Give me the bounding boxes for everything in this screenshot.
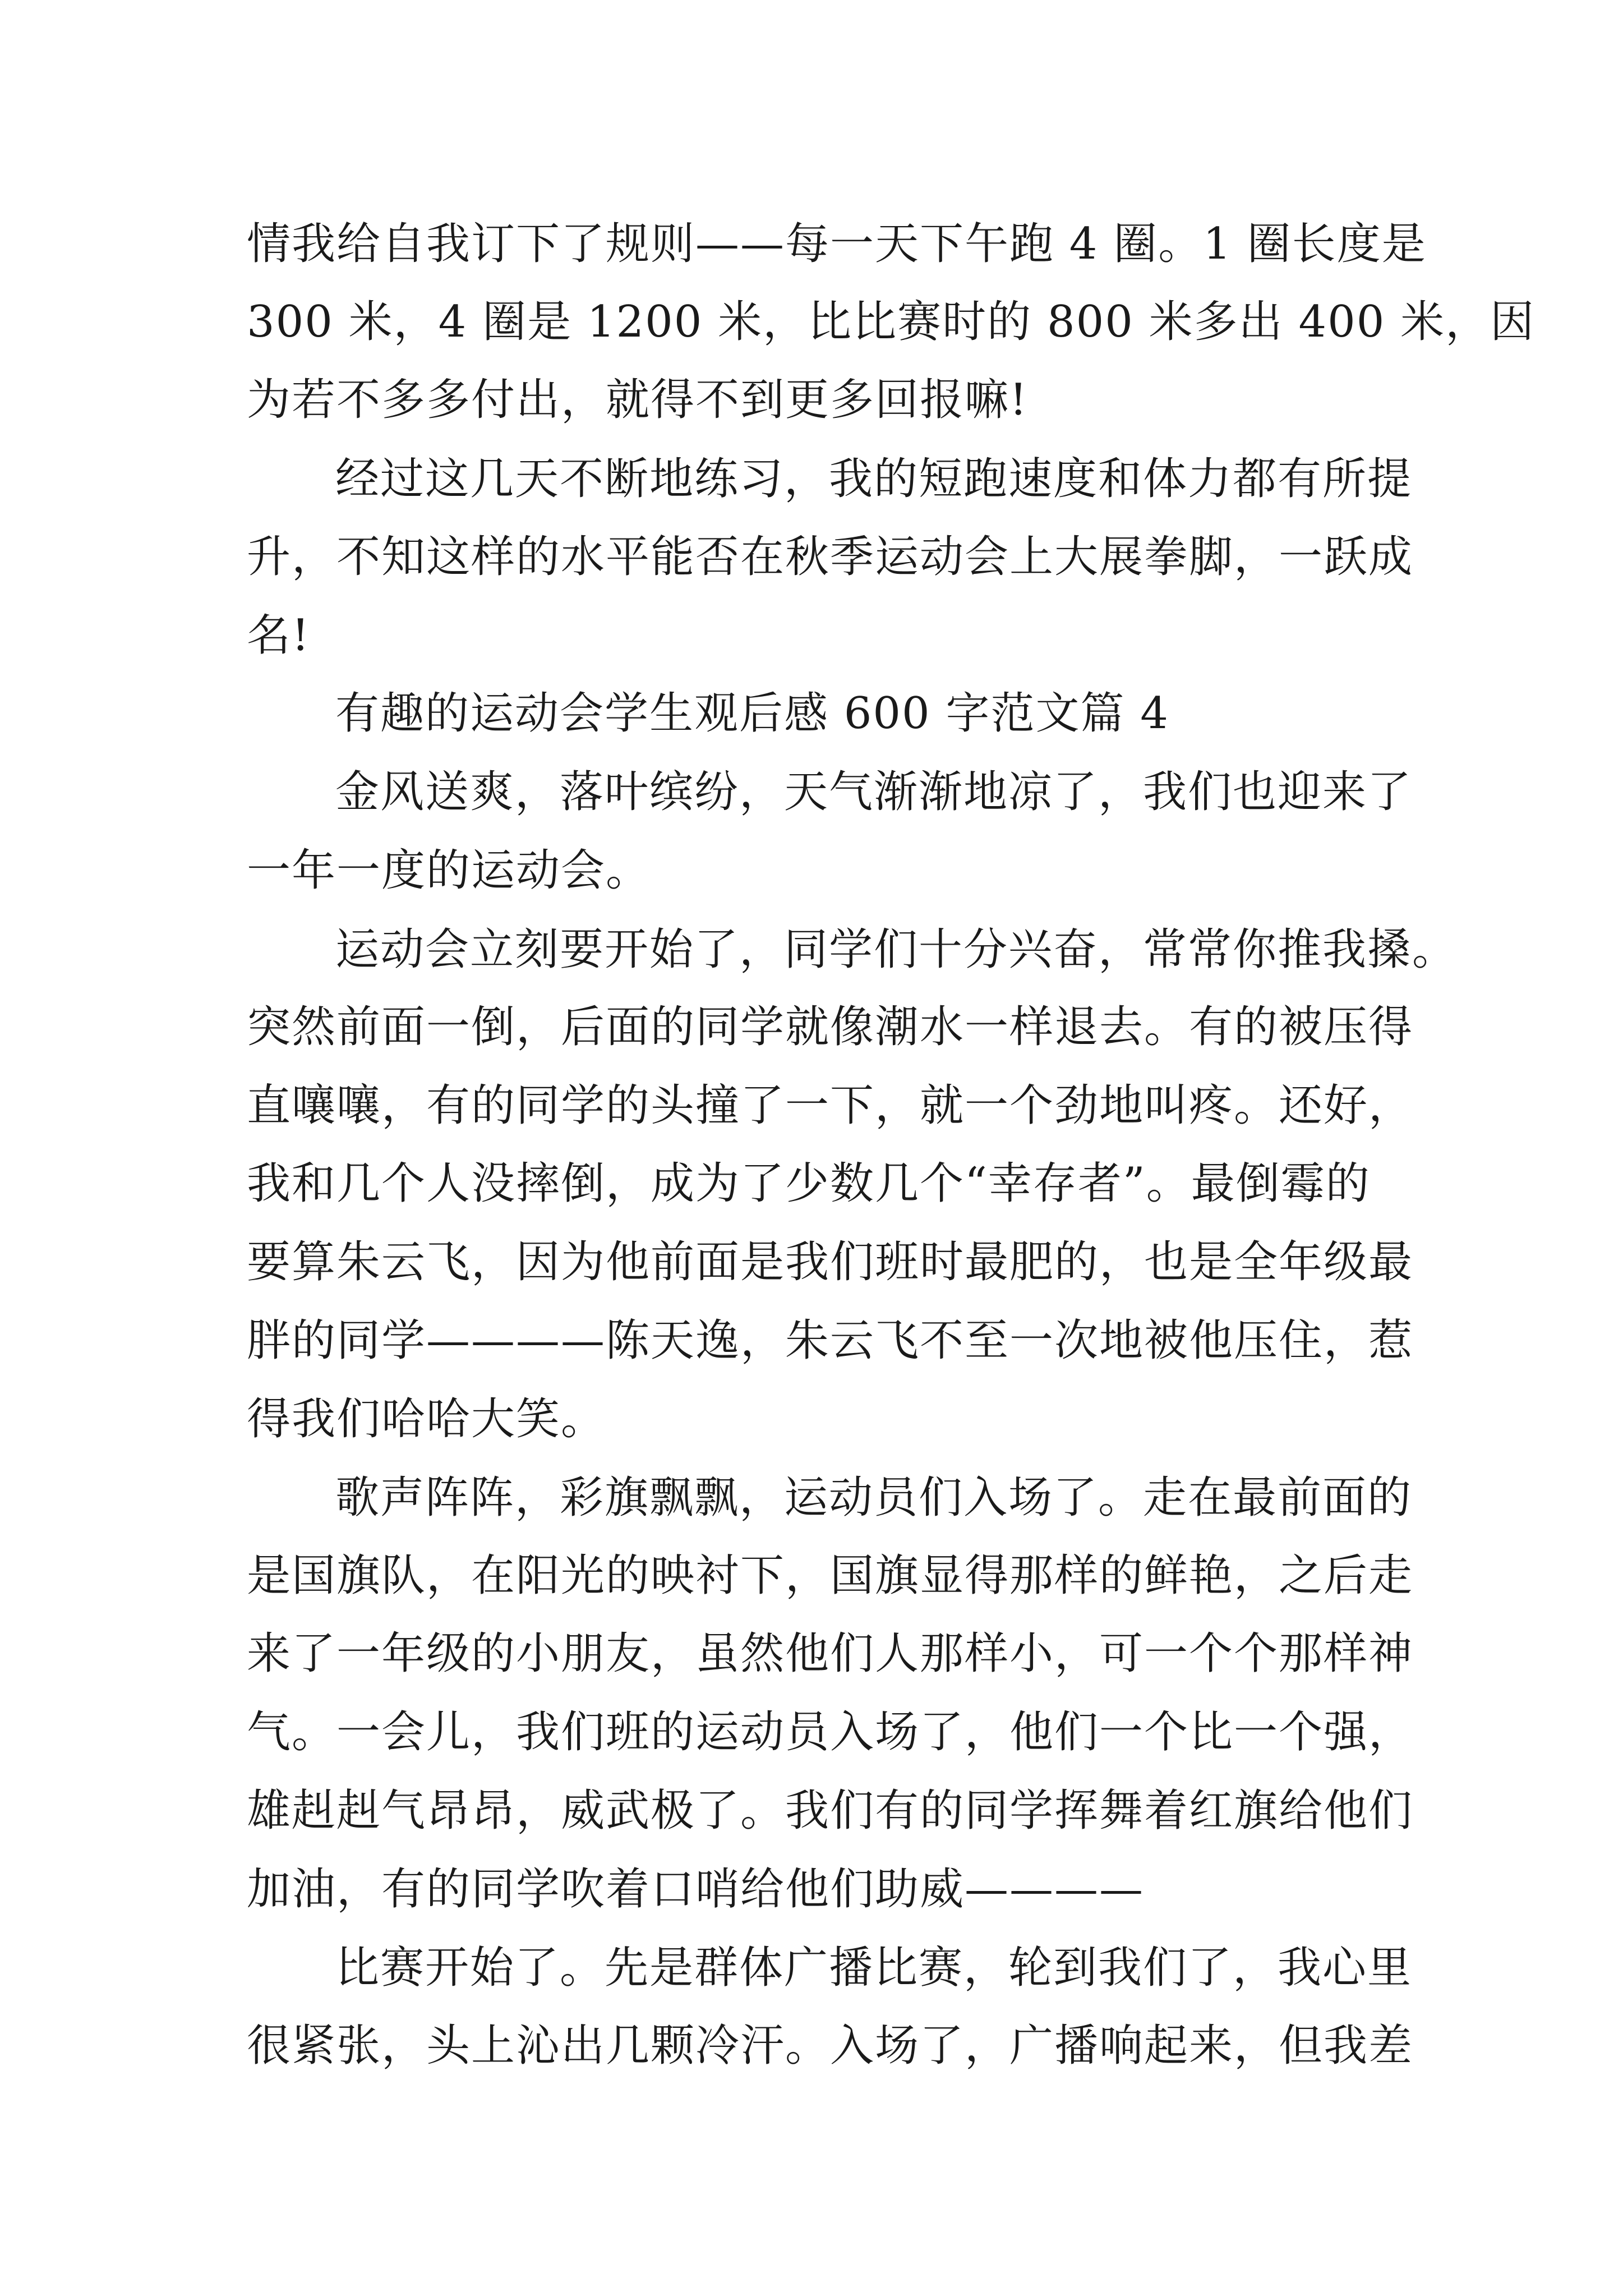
text-line: 很紧张，头上沁出几颗冷汗。入场了，广播响起来，但我差 bbox=[247, 2021, 1414, 2071]
text-line: 是国旗队，在阳光的映衬下，国旗显得那样的鲜艳，之后走 bbox=[247, 1550, 1414, 1601]
text-line: 为若不多多付出，就得不到更多回报嘛! bbox=[247, 375, 1029, 425]
text-line: 气。一会儿，我们班的运动员入场了，他们一个比一个强， bbox=[247, 1707, 1414, 1757]
text-line: 升，不知这样的水平能否在秋季运动会上大展拳脚，一跃成 bbox=[247, 532, 1414, 582]
text-line: 要算朱云飞，因为他前面是我们班时最肥的，也是全年级最 bbox=[247, 1237, 1414, 1287]
text-line: 突然前面一倒，后面的同学就像潮水一样退去。有的被压得 bbox=[247, 1002, 1414, 1052]
text-line: 来了一年级的小朋友，虽然他们人那样小，可一个个那样神 bbox=[247, 1628, 1414, 1679]
text-line: 300 米，4 圈是 1200 米，比比赛时的 800 米多出 400 米，因 bbox=[247, 297, 1536, 347]
paragraph-first-line: 经过这几天不断地练习，我的短跑速度和体力都有所提 bbox=[335, 454, 1413, 504]
text-line: 加油，有的同学吹着口哨给他们助威———— bbox=[247, 1864, 1145, 1915]
text-line: 我和几个人没摔倒，成为了少数几个“幸存者”。最倒霉的 bbox=[247, 1158, 1371, 1209]
paragraph-first-line: 金风送爽，落叶缤纷，天气渐渐地凉了，我们也迎来了 bbox=[335, 767, 1413, 817]
text-line: 胖的同学————陈天逸，朱云飞不至一次地被他压住，惹 bbox=[247, 1315, 1414, 1366]
paragraph-first-line: 比赛开始了。先是群体广播比赛，轮到我们了，我心里 bbox=[335, 1943, 1413, 1993]
paragraph-first-line: 运动会立刻要开始了，同学们十分兴奋，常常你推我搡。 bbox=[335, 924, 1458, 975]
text-line: 雄赳赳气昂昂，威武极了。我们有的同学挥舞着红旗给他们 bbox=[247, 1786, 1414, 1836]
text-line: 直嚷嚷，有的同学的头撞了一下，就一个劲地叫疼。还好， bbox=[247, 1080, 1414, 1131]
paragraph-first-line: 歌声阵阵，彩旗飘飘，运动员们入场了。走在最前面的 bbox=[335, 1473, 1413, 1523]
text-line: 一年一度的运动会。 bbox=[247, 845, 651, 896]
text-line: 名! bbox=[247, 610, 311, 661]
section-heading: 有趣的运动会学生观后感 600 字范文篇 4 bbox=[335, 688, 1169, 739]
text-line: 情我给自我订下了规则——每一天下午跑 4 圈。1 圈长度是 bbox=[247, 219, 1427, 269]
text-line: 得我们哈哈大笑。 bbox=[247, 1394, 606, 1444]
